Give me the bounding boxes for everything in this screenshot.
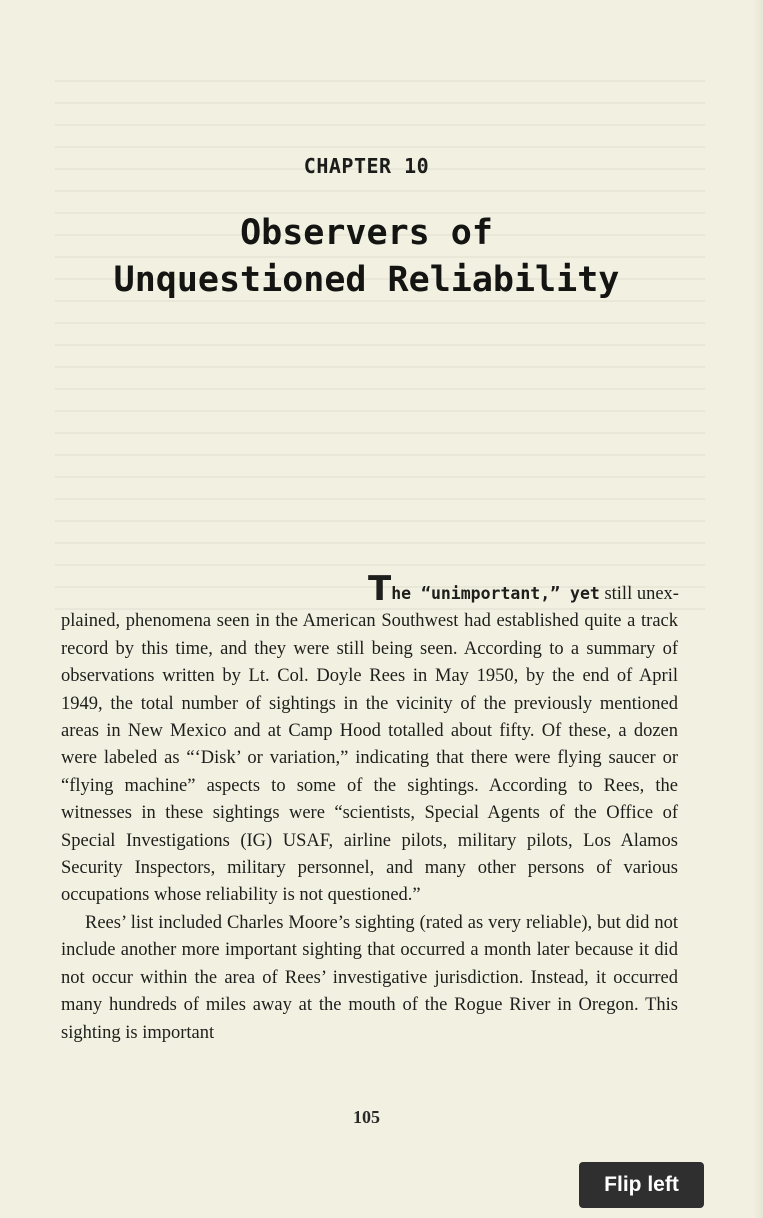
paragraph-2: Rees’ list included Charles Moore’s sighting (rated as very reliable), but did not include another more important sighting that occurred a month later because it did not occur within the area of Rees’ investigative jurisdiction. Instead, it occurred many hundreds of miles away at the mouth of the Rogue River in Oregon. This sighting is important bbox=[61, 912, 678, 1043]
flip-left-button[interactable]: Flip left bbox=[579, 1162, 704, 1208]
chapter-title-line-2: Unquestioned Reliability bbox=[113, 260, 620, 300]
body-text bbox=[61, 569, 679, 1047]
chapter-title bbox=[0, 210, 733, 304]
first-line-rest: still unex- bbox=[599, 584, 679, 604]
drop-cap: T bbox=[368, 569, 392, 609]
paragraph-1: plained, phenomena seen in the American Southwest had established quite a track record by this time, and they were still being seen. According to a summary of observations written by Lt. Col. Doyle Rees in May 1950, by the end of April 1949, the total number of sightings in the vicinity of the previously mentioned areas in New Mexico and at Camp Hood totalled about fifty. Of these, a dozen were labeled as “‘Disk’ or variation,” indicating that there were flying saucer or “flying machine” aspects to some of the sightings. According to Rees, the witnesses in these sightings were “scientists, Special Agents of the Office of Special Investigations (IG) USAF, airline pilots, military pilots, Los Alamos Security Inspectors, military personnel, and many other persons of various occupations whose reliability is not questioned.” bbox=[61, 611, 678, 906]
first-line bbox=[61, 569, 679, 609]
chapter-title-line-1: Observers of bbox=[240, 213, 493, 253]
chapter-label: CHAPTER 10 bbox=[303, 154, 430, 178]
show-through-text bbox=[55, 60, 705, 620]
page-edge bbox=[753, 0, 763, 1218]
page-number: 105 bbox=[353, 1107, 380, 1127]
lead-in: he “unimportant,” yet bbox=[391, 584, 600, 603]
